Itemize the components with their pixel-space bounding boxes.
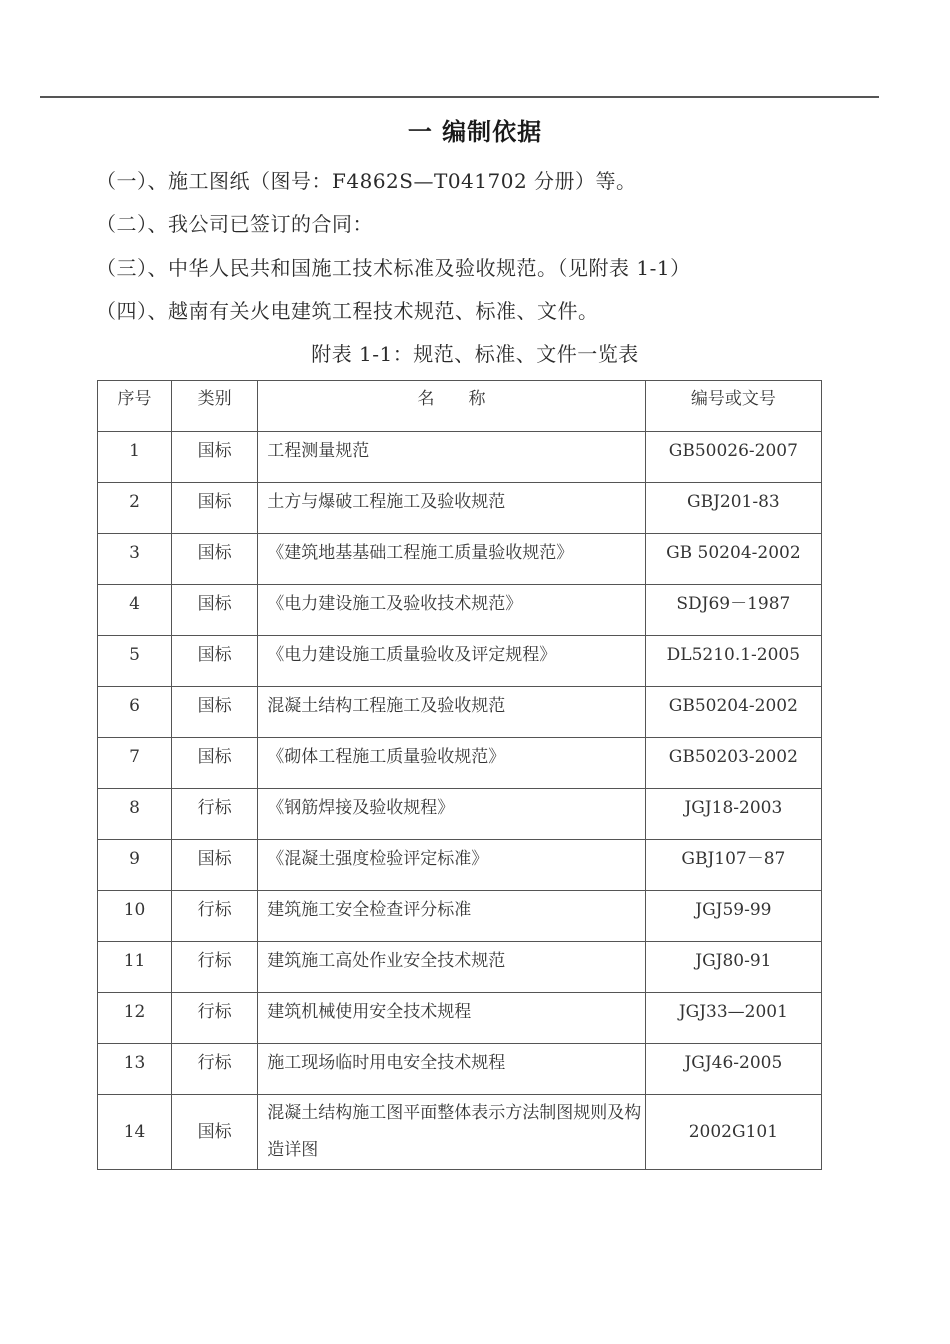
row-name: 《钢筋焊接及验收规程》 (258, 789, 646, 840)
row-code: GBJ201-83 (645, 483, 821, 534)
row-no: 4 (98, 585, 172, 636)
header-type: 类别 (172, 381, 258, 432)
table-header-row (98, 381, 822, 432)
row-no: 11 (98, 942, 172, 993)
row-no: 2 (98, 483, 172, 534)
table-row (98, 891, 822, 942)
basis-item-3: （三）、中华人民共和国施工技术标准及验收规范。（见附表 1-1） (96, 256, 691, 280)
row-no: 6 (98, 687, 172, 738)
row-type: 行标 (172, 891, 258, 942)
row-type: 行标 (172, 1044, 258, 1095)
row-no: 13 (98, 1044, 172, 1095)
header-no: 序号 (98, 381, 172, 432)
table-row (98, 1044, 822, 1095)
row-name: 施工现场临时用电安全技术规程 (258, 1044, 646, 1095)
basis-item-2: （二）、我公司已签订的合同： (96, 212, 373, 236)
row-no: 3 (98, 534, 172, 585)
row-code: GB50204-2002 (645, 687, 821, 738)
row-name: 混凝土结构施工图平面整体表示方法制图规则及构造详图 (258, 1095, 646, 1170)
row-code: JGJ18-2003 (645, 789, 821, 840)
table-row (98, 789, 822, 840)
row-name: 《混凝土强度检验评定标准》 (258, 840, 646, 891)
basis-item-4: （四）、越南有关火电建筑工程技术规范、标准、文件。 (96, 299, 599, 323)
row-type: 行标 (172, 942, 258, 993)
table-row (98, 993, 822, 1044)
table-row (98, 636, 822, 687)
row-name: 《砌体工程施工质量验收规范》 (258, 738, 646, 789)
section-heading: 一 编制依据 (407, 118, 543, 146)
row-no: 1 (98, 432, 172, 483)
header-rule (40, 96, 879, 98)
table-row (98, 687, 822, 738)
row-type: 国标 (172, 483, 258, 534)
row-code: JGJ59-99 (645, 891, 821, 942)
row-name: 混凝土结构工程施工及验收规范 (258, 687, 646, 738)
row-code: DL5210.1-2005 (645, 636, 821, 687)
row-name: 建筑施工高处作业安全技术规范 (258, 942, 646, 993)
row-type: 国标 (172, 636, 258, 687)
row-name: 《电力建设施工及验收技术规范》 (258, 585, 646, 636)
header-name: 名 称 (258, 381, 646, 432)
row-no: 7 (98, 738, 172, 789)
table-row (98, 534, 822, 585)
row-no: 8 (98, 789, 172, 840)
table-row (98, 840, 822, 891)
row-type: 国标 (172, 687, 258, 738)
row-code: GB50026-2007 (645, 432, 821, 483)
row-name: 土方与爆破工程施工及验收规范 (258, 483, 646, 534)
row-type: 国标 (172, 738, 258, 789)
table-row (98, 738, 822, 789)
row-type: 国标 (172, 1095, 258, 1170)
table-row (98, 1095, 822, 1170)
row-code: GB 50204-2002 (645, 534, 821, 585)
table-row (98, 942, 822, 993)
row-code: JGJ33—2001 (645, 993, 821, 1044)
row-no: 5 (98, 636, 172, 687)
row-type: 国标 (172, 840, 258, 891)
row-code: JGJ80-91 (645, 942, 821, 993)
row-name: 建筑机械使用安全技术规程 (258, 993, 646, 1044)
row-code: JGJ46-2005 (645, 1044, 821, 1095)
row-name: 《建筑地基基础工程施工质量验收规范》 (258, 534, 646, 585)
row-code: SDJ69－1987 (645, 585, 821, 636)
header-code: 编号或文号 (645, 381, 821, 432)
row-name: 《电力建设施工质量验收及评定规程》 (258, 636, 646, 687)
row-name: 建筑施工安全检查评分标准 (258, 891, 646, 942)
row-code: GBJ107－87 (645, 840, 821, 891)
row-no: 14 (98, 1095, 172, 1170)
row-type: 行标 (172, 993, 258, 1044)
row-no: 9 (98, 840, 172, 891)
table-caption: 附表 1-1：规范、标准、文件一览表 (311, 342, 639, 366)
row-type: 国标 (172, 534, 258, 585)
row-name: 工程测量规范 (258, 432, 646, 483)
table-row (98, 585, 822, 636)
table-row (98, 432, 822, 483)
row-type: 行标 (172, 789, 258, 840)
table-row (98, 483, 822, 534)
row-no: 10 (98, 891, 172, 942)
basis-item-1: （一）、施工图纸（图号：F4862S—T041702 分册）等。 (96, 169, 637, 193)
row-type: 国标 (172, 432, 258, 483)
standards-table (97, 380, 822, 1170)
row-code: GB50203-2002 (645, 738, 821, 789)
row-type: 国标 (172, 585, 258, 636)
row-code: 2002G101 (645, 1095, 821, 1170)
row-no: 12 (98, 993, 172, 1044)
